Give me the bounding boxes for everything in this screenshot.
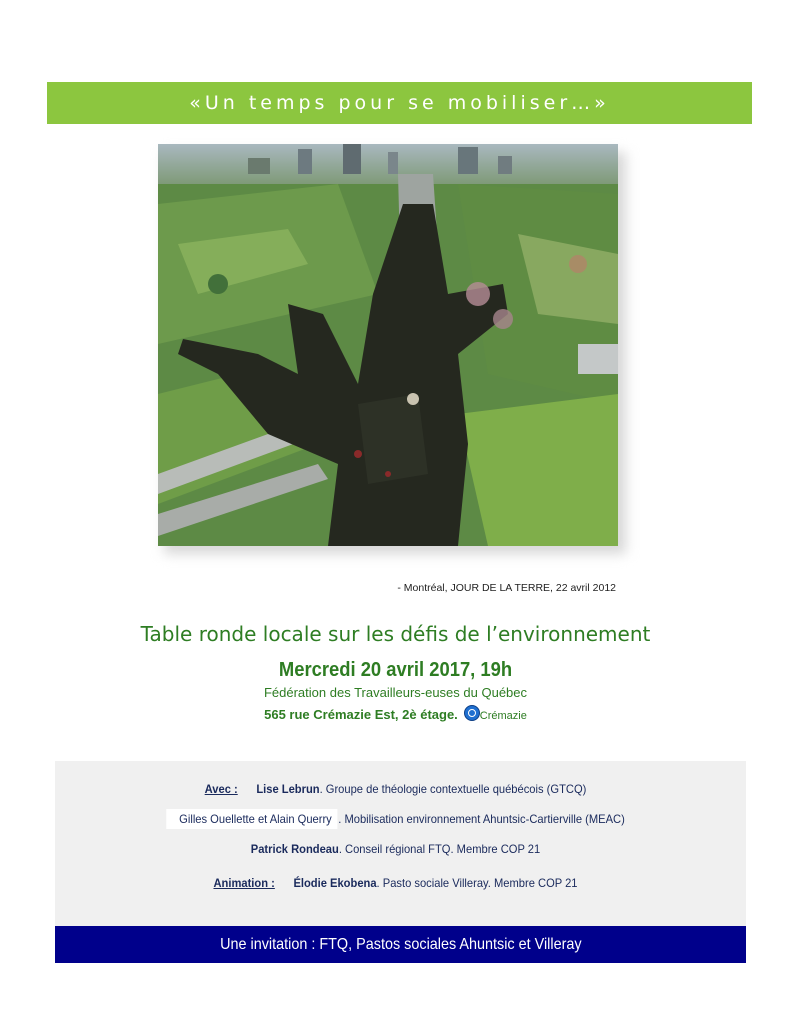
- event-address: 565 rue Crémazie Est, 2è étage.: [264, 707, 458, 722]
- photo-caption: - Montréal, JOUR DE LA TERRE, 22 avril 2012: [397, 582, 616, 594]
- speaker-description: . Groupe de théologie contextuelle québécois (GTCQ): [319, 782, 587, 796]
- speaker-row-2: [28, 812, 764, 826]
- animator-name: Élodie Ekobena: [293, 876, 377, 890]
- animator-description: . Pasto sociale Villeray. Membre COP 21: [376, 876, 578, 890]
- metro-station: Crémazie: [479, 710, 527, 722]
- crowd-photo-illustration: [158, 144, 618, 546]
- metro-icon: [464, 705, 480, 721]
- speaker-name-box: [166, 809, 337, 829]
- event-title: Table ronde locale sur les défis de l’environnement: [140, 622, 651, 646]
- footer-text: Une invitation : FTQ, Pastos sociales Ahuntsic et Villeray: [219, 935, 582, 953]
- event-date: Mercredi 20 avril 2017, 19h: [278, 659, 513, 681]
- avec-label: Avec :: [204, 782, 238, 796]
- animation-label: Animation :: [213, 876, 275, 890]
- speaker-name: Patrick Rondeau: [250, 842, 339, 856]
- crowd-photo: [158, 144, 618, 546]
- speaker-description: . Conseil régional FTQ. Membre COP 21: [338, 842, 541, 856]
- speaker-name: Gilles Ouellette et Alain Querry: [179, 812, 332, 826]
- invitation-footer: [55, 926, 746, 963]
- event-address-line: [0, 705, 791, 722]
- event-venue: Fédération des Travailleurs-euses du Québec: [263, 685, 528, 700]
- title-banner: [47, 82, 752, 124]
- speaker-row-1: [28, 782, 764, 796]
- speaker-name: Lise Lebrun: [256, 782, 320, 796]
- banner-text: «Un temps pour se mobiliser…»: [189, 92, 610, 114]
- speaker-row-3: [28, 842, 764, 856]
- speaker-description: . Mobilisation environnement Ahuntsic-Cartierville (MEAC): [338, 812, 625, 826]
- animation-row: [28, 876, 764, 890]
